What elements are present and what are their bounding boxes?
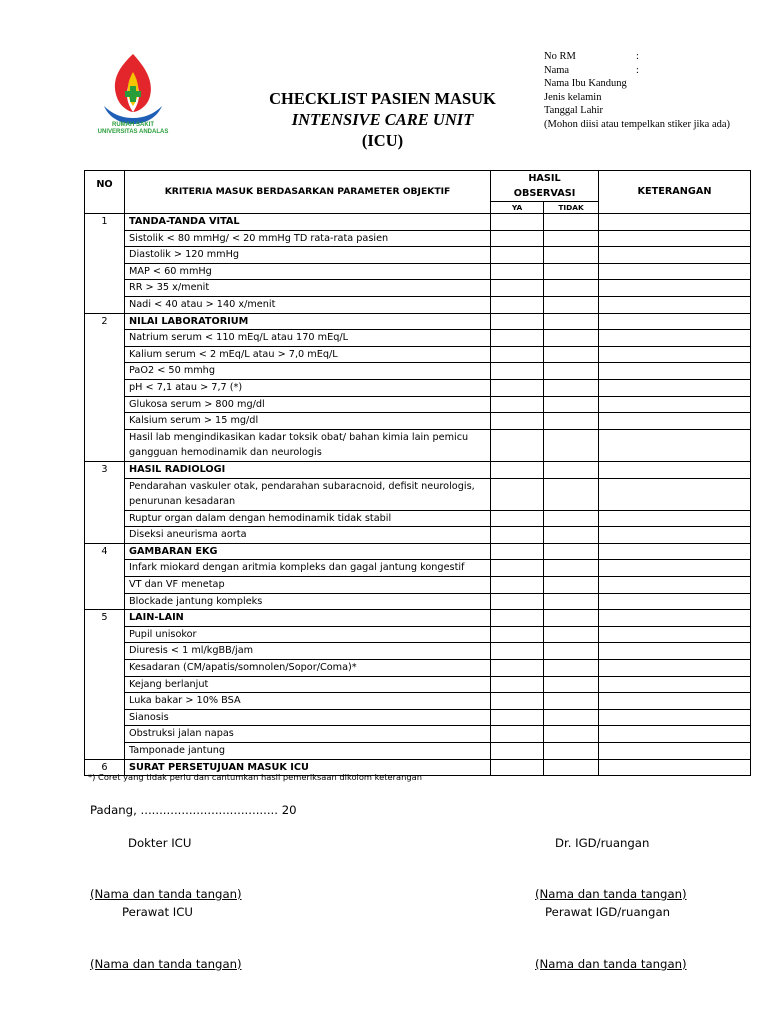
notes-cell[interactable]: [599, 709, 751, 726]
criteria-row: [85, 726, 751, 743]
yes-cell[interactable]: [491, 214, 544, 231]
notes-cell[interactable]: [599, 577, 751, 594]
section-row: [85, 461, 751, 478]
title-line-2: INTENSIVE CARE UNIT: [291, 110, 474, 129]
notes-cell[interactable]: [599, 610, 751, 627]
no-cell[interactable]: [544, 478, 599, 510]
no-cell[interactable]: [544, 363, 599, 380]
no-cell[interactable]: [544, 693, 599, 710]
notes-cell[interactable]: [599, 280, 751, 297]
section-title: SURAT PERSETUJUAN MASUK ICU: [125, 759, 491, 776]
criteria-text: Diastolik > 120 mmHg: [125, 247, 491, 264]
notes-cell[interactable]: [599, 429, 751, 461]
no-cell[interactable]: [544, 610, 599, 627]
yes-cell[interactable]: [491, 247, 544, 264]
criteria-text: Obstruksi jalan napas: [125, 726, 491, 743]
yes-cell[interactable]: [491, 676, 544, 693]
section-row: [85, 214, 751, 231]
header-notes: KETERANGAN: [599, 171, 751, 214]
no-cell[interactable]: [544, 413, 599, 430]
yes-cell[interactable]: [491, 461, 544, 478]
patient-colon: :: [636, 64, 639, 76]
patient-label: Jenis kelamin: [544, 91, 602, 103]
yes-cell[interactable]: [491, 263, 544, 280]
no-cell[interactable]: [544, 759, 599, 776]
header-result-line-2: OBSERVASI: [513, 188, 576, 199]
no-cell[interactable]: [544, 296, 599, 313]
no-cell[interactable]: [544, 330, 599, 347]
yes-cell[interactable]: [491, 693, 544, 710]
title-line-1: CHECKLIST PASIEN MASUK: [269, 89, 496, 108]
criteria-text: VT dan VF menetap: [125, 577, 491, 594]
yes-cell[interactable]: [491, 743, 544, 760]
criteria-text: Kejang berlanjut: [125, 676, 491, 693]
no-cell[interactable]: [544, 726, 599, 743]
yes-cell[interactable]: [491, 379, 544, 396]
patient-row: [544, 77, 734, 91]
notes-cell[interactable]: [599, 676, 751, 693]
no-cell[interactable]: [544, 247, 599, 264]
notes-cell[interactable]: [599, 478, 751, 510]
yes-cell[interactable]: [491, 280, 544, 297]
header-yes: YA: [491, 202, 544, 214]
notes-cell[interactable]: [599, 230, 751, 247]
no-cell[interactable]: [544, 543, 599, 560]
patient-row: [544, 104, 734, 118]
no-cell[interactable]: [544, 396, 599, 413]
notes-cell[interactable]: [599, 247, 751, 264]
criteria-row: [85, 247, 751, 264]
no-cell[interactable]: [544, 429, 599, 461]
patient-note: (Mohon diisi atau tempelkan stiker jika ada): [544, 118, 731, 130]
place-date: Padang, ..................................... 20: [90, 803, 297, 817]
yes-cell[interactable]: [491, 610, 544, 627]
title-line-3: (ICU): [361, 131, 404, 150]
section-row: [85, 610, 751, 627]
header-criteria: KRITERIA MASUK BERDASARKAN PARAMETER OBJEKTIF: [125, 171, 491, 214]
no-cell[interactable]: [544, 626, 599, 643]
criteria-text: Kalsium serum > 15 mg/dl: [125, 413, 491, 430]
role-doctor-icu: Dokter ICU: [128, 836, 192, 850]
section-number: 5: [85, 610, 125, 759]
name-sign-right-1: (Nama dan tanda tangan): [535, 887, 687, 901]
notes-cell[interactable]: [599, 560, 751, 577]
document-title: [240, 88, 525, 151]
header-no-obs: TIDAK: [544, 202, 599, 214]
section-number: 6: [85, 759, 125, 776]
yes-cell[interactable]: [491, 527, 544, 544]
criteria-row: [85, 280, 751, 297]
yes-cell[interactable]: [491, 363, 544, 380]
name-sign-left-1: (Nama dan tanda tangan): [90, 887, 242, 901]
notes-cell[interactable]: [599, 461, 751, 478]
patient-row: [544, 91, 734, 105]
criteria-row: [85, 709, 751, 726]
section-title: HASIL RADIOLOGI: [125, 461, 491, 478]
notes-cell[interactable]: [599, 379, 751, 396]
yes-cell[interactable]: [491, 478, 544, 510]
yes-cell[interactable]: [491, 429, 544, 461]
section-title: LAIN-LAIN: [125, 610, 491, 627]
criteria-row: [85, 230, 751, 247]
criteria-row: [85, 429, 751, 461]
role-nurse-icu: Perawat ICU: [122, 905, 193, 919]
notes-cell[interactable]: [599, 527, 751, 544]
section-row: [85, 313, 751, 330]
criteria-text: Pupil unisokor: [125, 626, 491, 643]
criteria-text: Sistolik < 80 mmHg/ < 20 mmHg TD rata-rata pasien: [125, 230, 491, 247]
no-cell[interactable]: [544, 743, 599, 760]
section-title: NILAI LABORATORIUM: [125, 313, 491, 330]
notes-cell[interactable]: [599, 313, 751, 330]
criteria-row: [85, 296, 751, 313]
criteria-row: [85, 379, 751, 396]
criteria-text: Glukosa serum > 800 mg/dl: [125, 396, 491, 413]
no-cell[interactable]: [544, 709, 599, 726]
yes-cell[interactable]: [491, 643, 544, 660]
criteria-table: [84, 170, 751, 776]
footnote: *) Coret yang tidak perlu dan cantumkan hasil pemeriksaan dikolom keterangan: [88, 772, 422, 782]
logo-line-1: RUMAH SAKIT: [112, 122, 154, 128]
section-number: 2: [85, 313, 125, 461]
criteria-text: Tamponade jantung: [125, 743, 491, 760]
yes-cell[interactable]: [491, 660, 544, 677]
patient-row: [544, 64, 734, 78]
notes-cell[interactable]: [599, 593, 751, 610]
section-number: 3: [85, 461, 125, 543]
criteria-text: Infark miokard dengan aritmia kompleks dan gagal jantung kongestif: [125, 560, 491, 577]
yes-cell[interactable]: [491, 330, 544, 347]
criteria-row: [85, 643, 751, 660]
no-cell[interactable]: [544, 280, 599, 297]
notes-cell[interactable]: [599, 396, 751, 413]
no-cell[interactable]: [544, 660, 599, 677]
patient-label: Tanggal Lahir: [544, 105, 604, 117]
criteria-row: [85, 743, 751, 760]
yes-cell[interactable]: [491, 726, 544, 743]
notes-cell[interactable]: [599, 626, 751, 643]
no-cell[interactable]: [544, 214, 599, 231]
criteria-row: [85, 478, 751, 510]
yes-cell[interactable]: [491, 560, 544, 577]
criteria-text: Hasil lab mengindikasikan kadar toksik obat/ bahan kimia lain pemicu gangguan hemodinamik dan neurologis: [125, 429, 491, 461]
section-number: 4: [85, 543, 125, 609]
yes-cell[interactable]: [491, 230, 544, 247]
notes-cell[interactable]: [599, 263, 751, 280]
criteria-row: [85, 626, 751, 643]
yes-cell[interactable]: [491, 346, 544, 363]
section-number: 1: [85, 214, 125, 314]
criteria-text: PaO2 < 50 mmhg: [125, 363, 491, 380]
criteria-row: [85, 593, 751, 610]
yes-cell[interactable]: [491, 709, 544, 726]
notes-cell[interactable]: [599, 363, 751, 380]
notes-cell[interactable]: [599, 726, 751, 743]
no-cell[interactable]: [544, 346, 599, 363]
yes-cell[interactable]: [491, 296, 544, 313]
notes-cell[interactable]: [599, 660, 751, 677]
criteria-body: [85, 214, 751, 776]
criteria-text: Nadi < 40 atau > 140 x/menit: [125, 296, 491, 313]
criteria-text: Ruptur organ dalam dengan hemodinamik tidak stabil: [125, 510, 491, 527]
yes-cell[interactable]: [491, 413, 544, 430]
logo-text: [88, 122, 178, 136]
yes-cell[interactable]: [491, 593, 544, 610]
criteria-text: Diuresis < 1 ml/kgBB/jam: [125, 643, 491, 660]
section-title: GAMBARAN EKG: [125, 543, 491, 560]
no-cell[interactable]: [544, 379, 599, 396]
criteria-text: MAP < 60 mmHg: [125, 263, 491, 280]
no-cell[interactable]: [544, 263, 599, 280]
yes-cell[interactable]: [491, 543, 544, 560]
patient-info: [544, 50, 734, 132]
notes-cell[interactable]: [599, 643, 751, 660]
section-title: TANDA-TANDA VITAL: [125, 214, 491, 231]
criteria-row: [85, 693, 751, 710]
criteria-text: Sianosis: [125, 709, 491, 726]
patient-colon: :: [636, 51, 639, 62]
no-cell[interactable]: [544, 527, 599, 544]
no-cell[interactable]: [544, 560, 599, 577]
section-row: [85, 543, 751, 560]
criteria-row: [85, 577, 751, 594]
criteria-text: Diseksi aneurisma aorta: [125, 527, 491, 544]
criteria-row: [85, 396, 751, 413]
criteria-row: [85, 330, 751, 347]
patient-label: Nama: [544, 64, 570, 76]
criteria-row: [85, 346, 751, 363]
no-cell[interactable]: [544, 313, 599, 330]
logo-line-2: UNIVERSITAS ANDALAS: [97, 129, 169, 135]
name-sign-right-2: (Nama dan tanda tangan): [535, 957, 687, 971]
header-result-line-1: HASIL: [528, 173, 561, 184]
yes-cell[interactable]: [491, 577, 544, 594]
criteria-text: Blockade jantung kompleks: [125, 593, 491, 610]
no-cell[interactable]: [544, 577, 599, 594]
notes-cell[interactable]: [599, 543, 751, 560]
notes-cell[interactable]: [599, 330, 751, 347]
criteria-text: Natrium serum < 110 mEq/L atau 170 mEq/L: [125, 330, 491, 347]
name-sign-left-2: (Nama dan tanda tangan): [90, 957, 242, 971]
criteria-text: RR > 35 x/menit: [125, 280, 491, 297]
yes-cell[interactable]: [491, 626, 544, 643]
yes-cell[interactable]: [491, 396, 544, 413]
criteria-row: [85, 510, 751, 527]
no-cell[interactable]: [544, 643, 599, 660]
criteria-text: Kesadaran (CM/apatis/somnolen/Sopor/Coma)*: [125, 660, 491, 677]
yes-cell[interactable]: [491, 759, 544, 776]
role-nurse-igd: Perawat IGD/ruangan: [545, 905, 671, 919]
notes-cell[interactable]: [599, 693, 751, 710]
no-cell[interactable]: [544, 593, 599, 610]
criteria-row: [85, 676, 751, 693]
patient-label: No RM: [544, 51, 576, 62]
criteria-row: [85, 527, 751, 544]
criteria-text: pH < 7,1 atau > 7,7 (*): [125, 379, 491, 396]
header-no: NO: [85, 171, 125, 214]
criteria-row: [85, 263, 751, 280]
no-cell[interactable]: [544, 676, 599, 693]
notes-cell[interactable]: [599, 296, 751, 313]
criteria-row: [85, 363, 751, 380]
no-cell[interactable]: [544, 230, 599, 247]
yes-cell[interactable]: [491, 313, 544, 330]
notes-cell[interactable]: [599, 346, 751, 363]
no-cell[interactable]: [544, 510, 599, 527]
criteria-row: [85, 413, 751, 430]
notes-cell[interactable]: [599, 743, 751, 760]
criteria-text: Luka bakar > 10% BSA: [125, 693, 491, 710]
patient-row: [544, 118, 734, 132]
criteria-row: [85, 660, 751, 677]
criteria-text: Kalium serum < 2 mEq/L atau > 7,0 mEq/L: [125, 346, 491, 363]
criteria-text: Pendarahan vaskuler otak, pendarahan subaracnoid, defisit neurologis, penurunan kesadaran: [125, 478, 491, 510]
role-doctor-igd: Dr. IGD/ruangan: [555, 836, 650, 850]
patient-row: [544, 50, 734, 64]
patient-label: Nama Ibu Kandung: [544, 78, 627, 90]
criteria-row: [85, 560, 751, 577]
notes-cell[interactable]: [599, 510, 751, 527]
yes-cell[interactable]: [491, 510, 544, 527]
notes-cell[interactable]: [599, 214, 751, 231]
no-cell[interactable]: [544, 461, 599, 478]
notes-cell[interactable]: [599, 759, 751, 776]
notes-cell[interactable]: [599, 413, 751, 430]
header-result: [491, 171, 599, 202]
